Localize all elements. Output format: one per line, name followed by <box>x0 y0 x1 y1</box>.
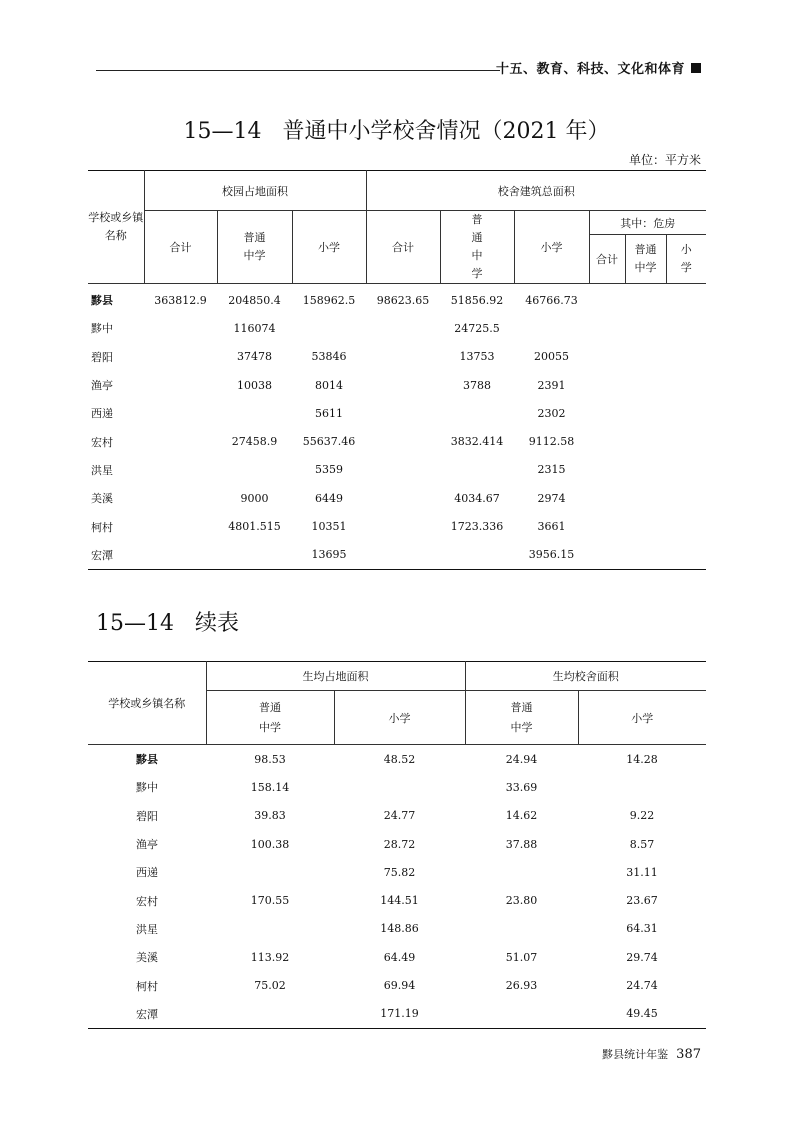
cell-value <box>666 371 706 399</box>
cell-value: 2391 <box>537 378 566 392</box>
cell-value <box>366 484 440 512</box>
header-total-2: 合计 <box>366 211 440 284</box>
school-buildings-table <box>88 170 706 570</box>
cell-value <box>625 512 666 540</box>
cell-value <box>144 484 217 512</box>
cell-value: 39.83 <box>254 809 286 823</box>
cell-value <box>217 541 292 570</box>
row-name: 碧阳 <box>136 809 158 823</box>
cell-value: 24.74 <box>626 979 658 993</box>
header-primary-4: 小学 <box>578 691 706 745</box>
section-heading <box>496 58 701 77</box>
cell-value <box>206 1000 334 1029</box>
cell-value: 14.62 <box>505 809 538 823</box>
cell-value <box>144 541 217 570</box>
header-rule <box>96 70 500 71</box>
cell-value <box>666 314 706 342</box>
cell-value: 2974 <box>537 491 566 505</box>
unit-label: 单位：平方米 <box>628 153 701 167</box>
cell-value: 64.49 <box>383 950 416 964</box>
header-per-student-land: 生均占地面积 <box>206 662 465 691</box>
per-student-area-table <box>88 661 706 1029</box>
cell-value <box>589 427 625 455</box>
cell-value <box>666 427 706 455</box>
cell-value: 170.55 <box>250 894 290 908</box>
row-name: 渔亭 <box>136 838 158 852</box>
square-icon <box>691 63 701 73</box>
book-title: 黟县统计年鉴 <box>602 1048 669 1061</box>
cell-value <box>144 371 217 399</box>
row-name: 洪星 <box>136 922 158 936</box>
cell-value <box>144 427 217 455</box>
cell-value: 9000 <box>240 491 269 505</box>
cell-value: 24.94 <box>505 752 538 766</box>
cell-value: 23.67 <box>626 894 658 908</box>
cell-value <box>666 512 706 540</box>
page-footer <box>602 1046 701 1062</box>
cell-value: 20055 <box>534 350 570 364</box>
header-middle-2: 普通中学 <box>440 211 514 284</box>
cell-value <box>666 399 706 427</box>
cell-value: 98.53 <box>254 752 286 766</box>
cell-value: 64.31 <box>626 922 658 936</box>
cell-value: 100.38 <box>250 837 290 851</box>
cell-value: 37478 <box>237 350 272 364</box>
cell-value <box>578 773 706 801</box>
cell-value <box>589 456 625 484</box>
table-row <box>88 943 706 971</box>
cell-value: 3956.15 <box>514 541 589 570</box>
cell-value <box>625 371 666 399</box>
cell-value <box>465 1000 578 1029</box>
cell-value: 158962.5 <box>302 293 356 307</box>
row-name: 黟县 <box>136 753 158 767</box>
header-danger: 其中：危房 <box>589 211 706 235</box>
row-name: 黟中 <box>136 781 158 795</box>
cell-value: 53846 <box>311 350 347 364</box>
row-label-header-2: 学校或乡镇名称 <box>88 662 206 745</box>
cell-value: 28.72 <box>383 837 416 851</box>
row-name: 宏潭 <box>88 1000 206 1029</box>
cell-value <box>589 512 625 540</box>
cell-value: 14.28 <box>626 752 658 766</box>
cell-value: 31.11 <box>626 865 658 879</box>
cell-value: 5611 <box>315 406 343 420</box>
cell-value <box>625 484 666 512</box>
cell-value <box>666 343 706 371</box>
cell-value: 4801.515 <box>228 520 281 534</box>
header-primary-2: 小学 <box>514 211 589 284</box>
header-campus-area: 校园占地面积 <box>144 171 366 211</box>
cell-value: 204850.4 <box>228 293 281 307</box>
cell-value <box>625 427 666 455</box>
cell-value: 3661 <box>537 520 566 534</box>
cell-value: 29.74 <box>626 950 658 964</box>
table-row <box>88 886 706 914</box>
cell-value: 2315 <box>537 463 566 477</box>
row-name: 美溪 <box>136 951 158 965</box>
cell-value <box>589 541 625 570</box>
table-row <box>88 541 706 570</box>
header-danger-middle: 普通中学 <box>625 235 666 284</box>
header-per-student-building: 生均校舍面积 <box>465 662 706 691</box>
cell-value <box>666 541 706 570</box>
cell-value <box>625 284 666 315</box>
row-name: 黟县 <box>91 294 113 308</box>
cell-value: 3788 <box>463 378 492 392</box>
table-row <box>88 971 706 999</box>
cell-value: 51856.92 <box>450 293 504 307</box>
cell-value <box>144 343 217 371</box>
cell-value: 49.45 <box>578 1000 706 1029</box>
cell-value: 6449 <box>315 491 343 505</box>
table-row <box>88 456 706 484</box>
cell-value <box>625 456 666 484</box>
cell-value: 69.94 <box>383 979 416 993</box>
cell-value <box>440 399 514 427</box>
cell-value: 46766.73 <box>525 293 578 307</box>
header-danger-primary: 小学 <box>666 235 706 284</box>
cell-value: 171.19 <box>334 1000 465 1029</box>
cell-value <box>292 314 366 342</box>
cell-value <box>666 284 706 315</box>
cell-value <box>366 343 440 371</box>
table-row <box>88 284 706 315</box>
cell-value <box>217 456 292 484</box>
cell-value <box>366 512 440 540</box>
cell-value: 24725.5 <box>454 321 500 335</box>
table-title: 15—14 普通中小学校舍情况（2021 年） <box>183 119 610 144</box>
cell-value: 27458.9 <box>231 435 278 449</box>
row-name: 柯村 <box>136 979 158 993</box>
row-name: 黟中 <box>91 322 113 336</box>
cell-value: 13753 <box>459 350 495 364</box>
cell-value <box>514 314 589 342</box>
cell-value <box>144 399 217 427</box>
header-middle-3: 普通中学 <box>206 691 334 745</box>
table-row <box>88 399 706 427</box>
header-danger-total: 合计 <box>589 235 625 284</box>
cell-value: 363812.9 <box>154 293 207 307</box>
table-row <box>88 745 706 774</box>
cell-value: 26.93 <box>505 979 538 993</box>
cell-value: 9.22 <box>629 809 655 823</box>
cell-value <box>366 399 440 427</box>
cell-value: 1723.336 <box>450 520 504 534</box>
cell-value: 33.69 <box>505 780 538 794</box>
cell-value <box>589 343 625 371</box>
row-name: 宏潭 <box>88 541 144 570</box>
cell-value <box>589 371 625 399</box>
cell-value <box>440 541 514 570</box>
row-name: 洪星 <box>91 463 113 477</box>
header-middle: 普通中学 <box>217 211 292 284</box>
cell-value <box>666 484 706 512</box>
header-primary-3: 小学 <box>334 691 465 745</box>
cell-value: 113.92 <box>250 950 290 964</box>
table-row <box>88 802 706 830</box>
continued-table-title: 15—14 续表 <box>96 611 239 636</box>
cell-value <box>334 773 465 801</box>
row-name: 柯村 <box>91 520 113 534</box>
cell-value: 4034.67 <box>454 491 500 505</box>
table-row <box>88 830 706 858</box>
cell-value <box>206 915 334 943</box>
cell-value <box>144 456 217 484</box>
cell-value <box>144 512 217 540</box>
table-row <box>88 915 706 943</box>
cell-value: 75.82 <box>383 865 416 879</box>
table-row <box>88 427 706 455</box>
cell-value: 116074 <box>233 321 276 335</box>
cell-value: 37.88 <box>505 837 538 851</box>
cell-value <box>366 314 440 342</box>
table-row <box>88 512 706 540</box>
cell-value <box>217 399 292 427</box>
table-row <box>88 371 706 399</box>
header-primary: 小学 <box>292 211 366 284</box>
table-row <box>88 1000 706 1029</box>
cell-value <box>366 541 440 570</box>
cell-value: 98623.65 <box>376 293 430 307</box>
cell-value: 23.80 <box>505 894 538 908</box>
row-name: 宏村 <box>91 435 113 449</box>
row-name: 西递 <box>91 407 113 421</box>
cell-value <box>625 314 666 342</box>
cell-value <box>465 915 578 943</box>
cell-value <box>625 399 666 427</box>
cell-value: 5359 <box>315 463 343 477</box>
cell-value <box>625 541 666 570</box>
table-row <box>88 484 706 512</box>
cell-value: 13695 <box>292 541 366 570</box>
table-row <box>88 858 706 886</box>
row-name: 宏村 <box>136 894 158 908</box>
cell-value <box>144 314 217 342</box>
cell-value: 8.57 <box>629 837 655 851</box>
cell-value: 9112.58 <box>528 435 575 449</box>
cell-value: 10351 <box>311 520 347 534</box>
header-building-area: 校舍建筑总面积 <box>366 171 706 211</box>
cell-value <box>366 456 440 484</box>
cell-value <box>366 371 440 399</box>
cell-value <box>589 314 625 342</box>
cell-value <box>589 284 625 315</box>
table-row <box>88 343 706 371</box>
cell-value: 158.14 <box>250 780 290 794</box>
page-number: 387 <box>676 1047 701 1062</box>
table-row <box>88 314 706 342</box>
cell-value <box>589 484 625 512</box>
row-name: 美溪 <box>91 492 113 506</box>
table-row <box>88 773 706 801</box>
cell-value: 3832.414 <box>450 435 504 449</box>
cell-value <box>465 858 578 886</box>
cell-value <box>366 427 440 455</box>
header-middle-4: 普通中学 <box>465 691 578 745</box>
cell-value <box>440 456 514 484</box>
cell-value: 24.77 <box>383 809 416 823</box>
cell-value: 148.86 <box>380 922 419 936</box>
cell-value: 75.02 <box>254 979 286 993</box>
row-name: 西递 <box>136 866 158 880</box>
cell-value <box>589 399 625 427</box>
cell-value: 10038 <box>237 378 272 392</box>
cell-value: 51.07 <box>505 950 538 964</box>
cell-value: 55637.46 <box>302 435 356 449</box>
cell-value <box>666 456 706 484</box>
cell-value: 48.52 <box>383 752 416 766</box>
cell-value: 8014 <box>315 378 343 392</box>
row-label-header: 学校或乡镇名称 <box>88 171 144 284</box>
header-total: 合计 <box>144 211 217 284</box>
row-name: 渔亭 <box>91 379 113 393</box>
cell-value: 144.51 <box>380 894 419 908</box>
cell-value <box>206 858 334 886</box>
cell-value <box>625 343 666 371</box>
cell-value: 2302 <box>537 406 566 420</box>
section-title: 十五、教育、科技、文化和体育 <box>495 62 685 77</box>
row-name: 碧阳 <box>91 350 113 364</box>
